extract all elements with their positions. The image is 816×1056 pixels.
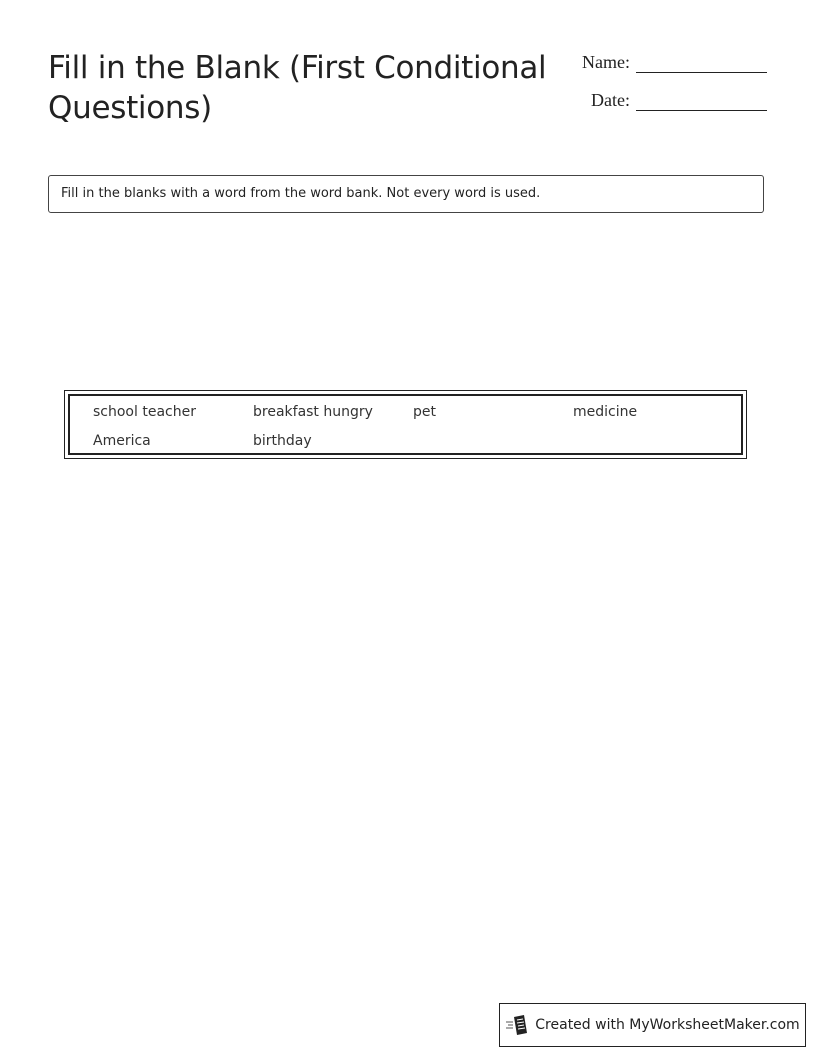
footer-credit[interactable] (499, 1003, 806, 1047)
footer-text: Created with MyWorksheetMaker.com (535, 1017, 800, 1033)
word-bank-item: America (93, 433, 151, 449)
word-bank-item: pet (413, 404, 436, 420)
date-line[interactable] (636, 92, 767, 111)
word-bank-item: breakfast hungry (253, 404, 373, 420)
word-bank (64, 390, 747, 459)
name-line[interactable] (636, 54, 767, 73)
word-bank-item: school teacher (93, 404, 196, 420)
word-bank-item: birthday (253, 433, 312, 449)
name-label: Name: (582, 52, 630, 72)
name-field[interactable] (560, 52, 767, 73)
page-title: Fill in the Blank (First Conditional Questions) (48, 50, 547, 126)
date-field[interactable] (560, 90, 767, 111)
word-bank-item: medicine (573, 404, 638, 420)
date-label: Date: (591, 90, 630, 110)
worksheet-logo-icon (505, 1014, 529, 1036)
instructions-box: Fill in the blanks with a word from the word bank. Not every word is used. (48, 175, 764, 213)
